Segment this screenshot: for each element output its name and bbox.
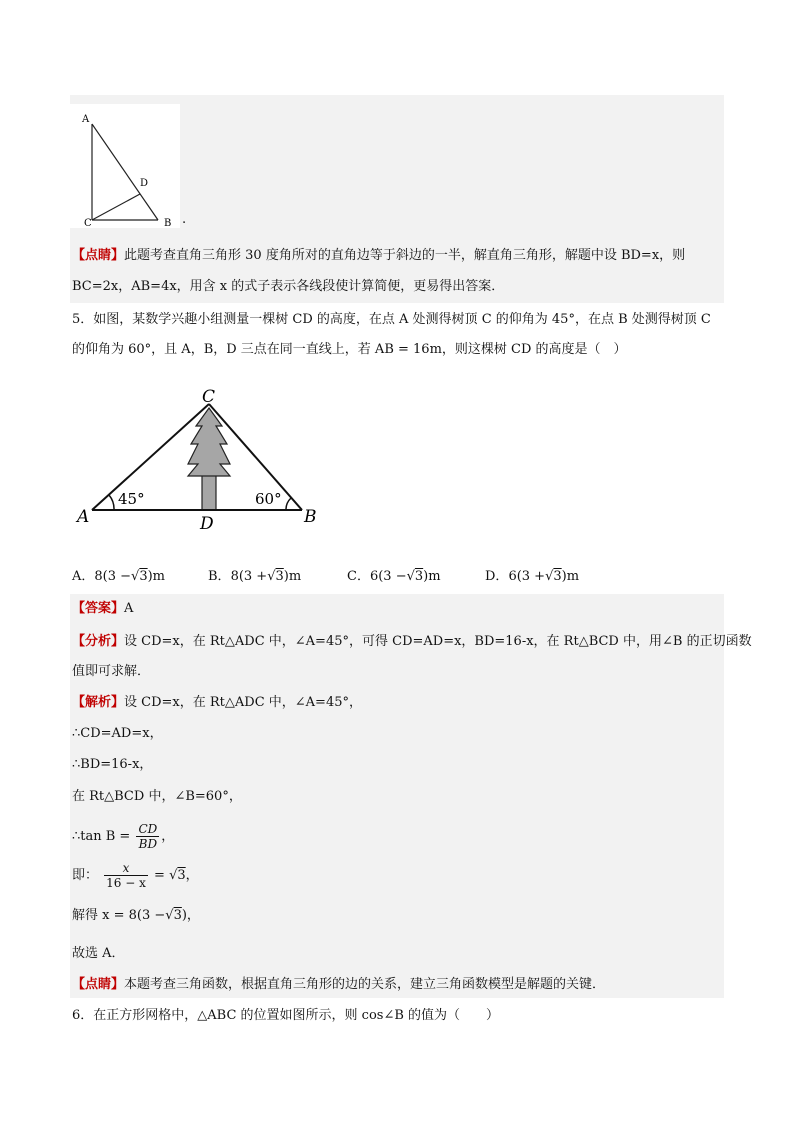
- fenxi-line2: 值即可求解．: [72, 664, 151, 679]
- fenxi-text1: 设 CD=x，在 Rt△ADC 中，∠A=45°，可得 CD=AD=x，BD=16-x，在 Rt△BCD 中，用∠B 的正切函数: [124, 634, 752, 649]
- fig1-label-b: B: [164, 218, 172, 228]
- jiexi-line1: [72, 693, 362, 713]
- fig1-trailing-period: .: [182, 212, 187, 227]
- fig2-label-c: C: [202, 387, 216, 407]
- fig1-label-a: A: [82, 114, 90, 125]
- dianjing2-text: 本题考查三角函数，根据直角三角形的边的关系，建立三角函数模型是解题的关键．: [124, 977, 606, 992]
- jiexi-line7: 解得 x = 8(3 −√3)，: [72, 908, 200, 923]
- dianjing2-tag: 【点睛】: [72, 977, 125, 992]
- fraction-x-16-x: $\frac{x}{16 - x}$: [106, 861, 146, 890]
- jiexi-line3: ∴BD=16-x，: [72, 757, 153, 772]
- q5-line2: 的仰角为 60°，且 A，B，D 三点在同一直线上，若 AB = 16m，则这棵树 CD 的高度是（ ）: [72, 342, 627, 357]
- answer-value: A: [124, 601, 134, 616]
- q5-line1: 5．如图，某数学兴趣小组测量一棵树 CD 的高度，在点 A 处测得树顶 C 的仰角为 45°，在点 B 处测得树顶 C: [72, 312, 711, 327]
- fenxi-tag: 【分析】: [72, 634, 125, 649]
- dianjing1-line1: [72, 246, 685, 266]
- fig1-label-c: C: [84, 218, 92, 228]
- dianjing1-tag: 【点睛】: [72, 248, 125, 263]
- fig2-label-d: D: [200, 514, 214, 534]
- answer-tag: 【答案】: [72, 601, 125, 616]
- option-c[interactable]: C．6(3 −√3)m: [347, 569, 441, 584]
- dianjing1-line2: BC=2x，AB=4x，用含 x 的式子表示各线段使计算简便，更易得出答案．: [72, 279, 505, 294]
- fig2-label-a: A: [77, 507, 90, 527]
- option-b[interactable]: B．8(3 +√3)m: [208, 569, 302, 584]
- option-a[interactable]: A．8(3 −√3)m: [72, 569, 166, 584]
- fig2-angle-60: 60°: [255, 490, 282, 508]
- figure-triangle-abc: [70, 104, 180, 228]
- figure-tree: [74, 384, 324, 534]
- dianjing1-text1: 此题考查直角三角形 30 度角所对的直角边等于斜边的一半，解直角三角形，解题中设 BD=x，则: [124, 248, 686, 263]
- jiexi-text1: 设 CD=x，在 Rt△ADC 中，∠A=45°，: [124, 695, 362, 710]
- dianjing2-line: [72, 975, 605, 995]
- jiexi-tag: 【解析】: [72, 695, 125, 710]
- jiexi-line2: ∴CD=AD=x，: [72, 726, 163, 741]
- jiexi-line4: 在 Rt△BCD 中，∠B=60°，: [72, 789, 242, 804]
- jiexi-line6: 即： $\frac{x}{16 - x}$ = √3，: [72, 861, 199, 890]
- fig1-label-d: D: [140, 178, 149, 189]
- q6-line: 6．在正方形网格中，△ABC 的位置如图所示，则 cos∠B 的值为（ ）: [72, 1008, 500, 1023]
- fraction-cd-bd: $\frac{CD}{BD}$: [138, 822, 158, 851]
- fig2-angle-45: 45°: [118, 490, 145, 508]
- jiexi-line8: 故选 A．: [72, 946, 125, 961]
- fig2-label-b: B: [304, 507, 317, 527]
- option-d[interactable]: D．6(3 +√3)m: [485, 569, 580, 584]
- answer-line: [72, 599, 133, 619]
- jiexi-line5: ∴tan B = $\frac{CD}{BD}$ ，: [72, 822, 175, 851]
- fenxi-line1: [72, 632, 752, 652]
